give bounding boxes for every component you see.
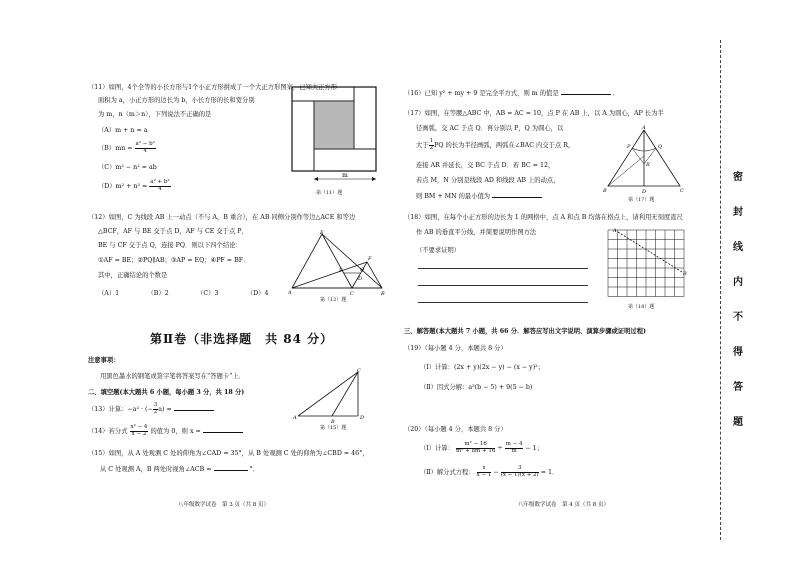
q20-part-i: （Ⅰ）计算： $\frac{\text{m² − 16}}{\text{m² + 8m + 16}}$ ÷ $\frac{m - 4}{m}$ − 1； — [420, 441, 544, 454]
svg-text:B: B — [331, 419, 335, 424]
svg-text:R: R — [646, 162, 650, 168]
q16-answer-blank[interactable] — [561, 94, 611, 95]
q14-answer-blank[interactable] — [203, 432, 243, 433]
svg-text:A: A — [642, 125, 646, 131]
svg-text:P: P — [339, 268, 343, 274]
q13-answer-blank[interactable] — [174, 410, 214, 411]
figure-12 — [288, 228, 388, 296]
svg-text:B: B — [603, 188, 607, 194]
q11-option-b: （B）mn = $\frac{\text{a² − b²}}{4}$ — [98, 141, 155, 154]
notes-heading: 注意事项： — [88, 357, 120, 364]
q18-answer-line-1[interactable] — [418, 268, 588, 269]
svg-text:D: D — [358, 276, 363, 282]
seal-char-7: 答 — [733, 382, 743, 393]
svg-text:D: D — [360, 415, 365, 421]
q11-option-a: （A）m + n = a — [98, 127, 148, 134]
svg-text:E: E — [320, 230, 324, 236]
part2-title: 第Ⅱ卷（非选择题 共 84 分） — [150, 332, 334, 346]
seal-char-1: 密 — [733, 172, 743, 183]
seal-char-6: 得 — [733, 347, 743, 358]
q11-line2: 面积为 a，小正方形的边长为 b，小长方形的长和宽分别 — [98, 97, 255, 104]
section2-heading: 二、填空题(本大题共 6 小题，每小题 3 分，共 18 分) — [88, 389, 245, 396]
svg-text:Q: Q — [360, 267, 365, 273]
seal-char-4: 内 — [733, 277, 743, 288]
q17-answer-blank[interactable] — [492, 197, 542, 198]
q12-line5: 其中，正确结论的个数是 — [98, 272, 168, 279]
notes-body: 用黑色墨水的钢笔或签字笔将答案写在“答题卡”上． — [100, 373, 245, 380]
q19-heading: （19）（每小题 4 分，本题共 8 分） — [404, 345, 507, 352]
svg-text:P: P — [627, 144, 631, 150]
q19-part-ii: （Ⅱ）因式分解：a²(b − 5) + 9(5 − b) — [420, 384, 533, 391]
svg-text:B: B — [381, 291, 385, 296]
q18-answer-line-3[interactable] — [418, 302, 588, 303]
svg-text:B: B — [683, 271, 687, 277]
figure-11 — [288, 86, 382, 194]
q17-line1: （17）如图，在等腰△ABC 中，AB = AC = 10，点 P 在 AB 上，以 A 为圆心，AP 长为半 — [404, 110, 664, 117]
footer-left: 八年级数学试卷 第 3 页（共 8 页） — [178, 502, 269, 508]
q11-line3: 为 m，n（m＞n），下列说法不正确的是 — [98, 111, 212, 118]
q18-line2: 作 AB 的垂直平分线，并简要说明作图方法 — [416, 229, 537, 236]
q11-line1: （11）如图，4个全等的小长方形与1个小正方形拼成了一个大正方形图案，已知大正方形 — [88, 84, 338, 91]
seal-char-3: 线 — [733, 242, 743, 253]
svg-text:A: A — [293, 415, 297, 421]
q17-line6: 则 BM + MN 的最小值为 — [416, 191, 542, 200]
q15-line1: （15）如图，从 A 处观测 C 处的仰角为∠CAD = 35°，从 B 处观测 C 处的仰角为∠CBD = 46°， — [88, 450, 369, 457]
q12-line2: △BCF，AF 与 BE 交于点 D，AF 与 CE 交于点 P， — [98, 228, 248, 235]
svg-text:A: A — [288, 290, 292, 296]
fig12-caption: 第（12）题 — [320, 297, 347, 303]
svg-text:C: C — [357, 368, 361, 374]
seal-char-8: 题 — [733, 417, 743, 428]
q18-answer-line-2[interactable] — [418, 285, 588, 286]
q20-part-ii: （Ⅱ）解分式方程： $\frac{x}{x - 1}$ − $\frac{3}{(x - 1)(x + 2)}$ = 1． — [420, 465, 559, 478]
q17-line5: 若点 M，N 分别是线段 AD 和线段 AB 上的动点， — [416, 177, 560, 184]
figure-17 — [602, 124, 686, 196]
section3-heading: 三、解答题(本大题共 7 小题，共 66 分．解答应写出文字说明、演算步骤或证明过程) — [404, 328, 646, 335]
q12-line3: BE 与 CF 交于点 Q，连接 PQ．则以下四个结论： — [98, 242, 242, 249]
q17-line2: 径画弧，交 AC 于点 Q．再分别以 P，Q 为圆心，以 — [416, 125, 564, 132]
q20-heading: （20）（每小题 4 分，本题共 8 分） — [404, 426, 507, 433]
q12-options: （A）1 （B）2 （C）3 （D）4 — [98, 290, 269, 297]
q15-answer-blank[interactable] — [214, 470, 248, 471]
q17-line4: 连接 AR 并延长，交 BC 于点 D．若 BC = 12， — [416, 162, 555, 169]
svg-text:C: C — [680, 188, 684, 194]
seal-char-5: 不 — [733, 312, 743, 323]
fig17-caption: 第（17）题 — [628, 197, 655, 203]
q15-line2: 从 C 处观测 A，B 两处时视角∠ACB = °． — [100, 466, 259, 473]
q12-line1: （12）如图，C 为线段 AB 上一动点（不与 A，B 重合），在 AB 同侧分别作等边△ACE 和等边 — [88, 214, 356, 221]
q17-line3: 大于 $\frac{1}{2}$ PQ 的长为半径画弧，两弧在∠BAC 内交于点 R， — [416, 138, 575, 151]
footer-right: 八年级数学试卷 第 4 页（共 8 页） — [518, 502, 609, 508]
svg-text:Q: Q — [658, 144, 663, 150]
fig15-caption: 第（15）题 — [320, 425, 347, 431]
fig11-m-label: m — [342, 172, 348, 179]
fig11-caption: 第（11）题 — [316, 190, 343, 196]
q18-line1: （18）如图，在每个小正方形的边长为 1 的网格中，点 A 和点 B 均落在格点上，请利用无刻度直尺 — [404, 214, 683, 221]
svg-text:C: C — [350, 291, 354, 296]
q12-line4: ①AF = BE；②PQ∥AB；③AP = EQ；④PF = BF． — [98, 257, 250, 264]
figure-18-grid — [604, 226, 690, 300]
svg-text:A: A — [613, 228, 617, 234]
q11-option-c: （C）m² − n² = ab — [98, 164, 157, 171]
q16: （16）已知 y² + my + 9 是完全平方式，则 m 的值是 ． — [404, 90, 619, 97]
svg-text:D: D — [642, 189, 647, 195]
svg-text:F: F — [368, 256, 372, 262]
q19-part-i: （Ⅰ）计算：(2x + y)(2x − y) − (x − y)²； — [420, 364, 544, 371]
seal-char-2: 封 — [733, 207, 743, 218]
figure-15 — [292, 366, 368, 424]
fig18-caption: 第（18）题 — [628, 304, 655, 310]
q13: （13）计算：−a² · (− $\frac{3}{2}$ a) = — [88, 403, 214, 416]
q11-option-d: （D）m² + n² = $\frac{\text{a² + b²}}{4}$ — [98, 179, 170, 192]
q14: （14）若分式 $\frac{\text{x² − 4}}{x - 2}$ 的值为 0，则 x = — [88, 425, 243, 438]
seal-dashed-line — [720, 40, 751, 540]
q18-line3: （不要求证明） — [416, 247, 461, 254]
